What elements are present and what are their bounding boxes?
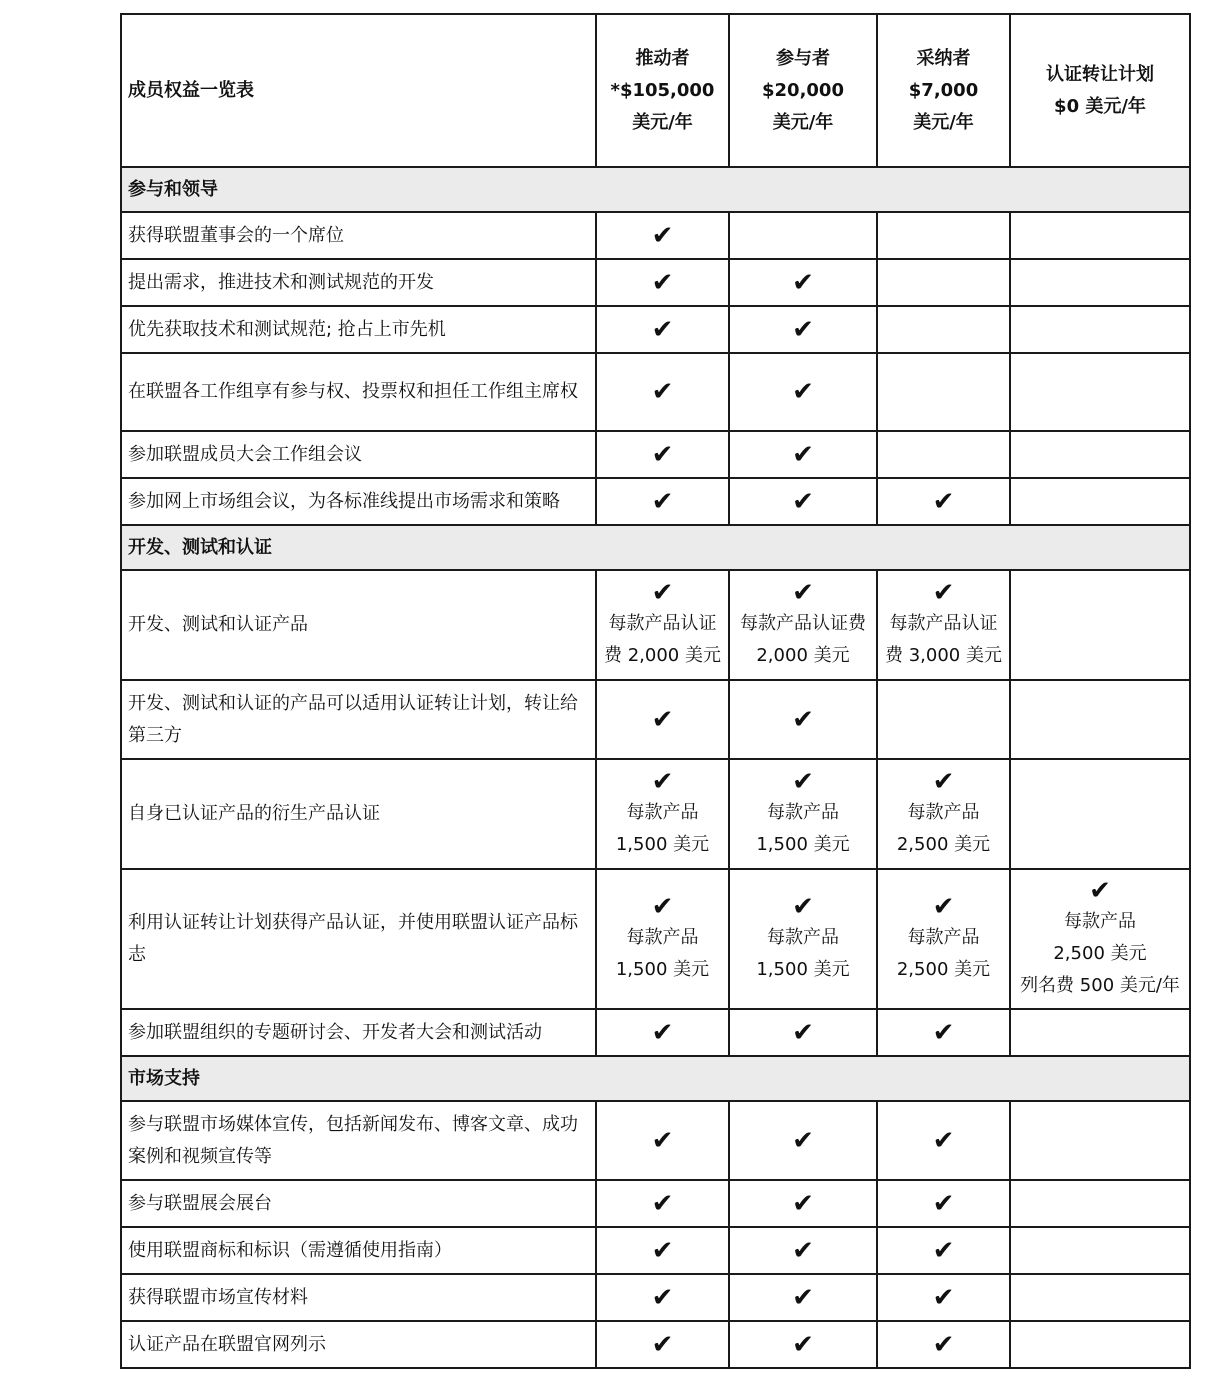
benefit-row — [121, 570, 1190, 680]
table-title: 成员权益一览表 — [121, 14, 596, 167]
section-title: 参与和领导 — [121, 167, 1190, 212]
checkmark-icon: ✔ — [651, 1125, 674, 1156]
fee-note: 每款产品 — [907, 927, 980, 948]
membership-benefits-table — [120, 13, 1191, 1369]
benefit-cell — [877, 1227, 1010, 1274]
benefit-cell — [1010, 680, 1190, 759]
benefit-cell — [729, 759, 877, 869]
tier-price: $20,000 — [762, 79, 844, 101]
benefit-cell — [596, 570, 729, 680]
section-header-row — [121, 1056, 1190, 1101]
benefit-row — [121, 1227, 1190, 1274]
benefit-cell — [1010, 1009, 1190, 1056]
checkmark-icon: ✔ — [651, 267, 674, 298]
benefit-cell — [729, 259, 877, 306]
checkmark-icon: ✔ — [792, 892, 814, 922]
section-title: 开发、测试和认证 — [121, 525, 1190, 570]
benefit-cell — [729, 1180, 877, 1227]
benefit-cell — [596, 680, 729, 759]
benefit-row — [121, 1009, 1190, 1056]
tier-name: 采纳者 — [916, 47, 971, 69]
fee-note: 每款产品 — [907, 802, 980, 823]
section-title: 市场支持 — [121, 1056, 1190, 1101]
benefit-cell — [1010, 259, 1190, 306]
benefit-label: 开发、测试和认证产品 — [121, 570, 596, 680]
benefit-row — [121, 759, 1190, 869]
benefit-cell — [1010, 1227, 1190, 1274]
checkmark-icon: ✔ — [932, 767, 955, 797]
benefit-cell — [1010, 570, 1190, 680]
benefit-cell — [877, 1101, 1010, 1180]
benefit-cell — [596, 1101, 729, 1180]
table-header-row — [121, 14, 1190, 167]
benefit-label: 利用认证转让计划获得产品认证，并使用联盟认证产品标志 — [121, 869, 596, 1009]
checkmark-icon: ✔ — [932, 1188, 955, 1219]
tier-name: 参与者 — [776, 47, 830, 69]
benefit-row — [121, 212, 1190, 259]
checkmark-icon: ✔ — [792, 704, 814, 735]
benefit-label: 参与联盟市场媒体宣传，包括新闻发布、博客文章、成功案例和视频宣传等 — [121, 1101, 596, 1180]
fee-note: 每款产品 — [767, 802, 839, 823]
checkmark-icon: ✔ — [932, 486, 955, 517]
benefit-cell — [877, 1009, 1010, 1056]
benefit-cell — [877, 431, 1010, 478]
tier-header-contributor — [729, 14, 877, 167]
benefit-cell — [1010, 431, 1190, 478]
checkmark-icon: ✔ — [792, 314, 814, 345]
benefit-label: 使用联盟商标和标识（需遵循使用指南） — [121, 1227, 596, 1274]
benefit-cell — [596, 353, 729, 431]
benefit-label: 参加网上市场组会议，为各标准线提出市场需求和策略 — [121, 478, 596, 525]
benefit-cell — [729, 869, 877, 1009]
benefit-cell — [877, 353, 1010, 431]
benefit-cell — [1010, 1274, 1190, 1321]
benefit-cell — [877, 259, 1010, 306]
benefit-cell — [596, 1180, 729, 1227]
checkmark-icon: ✔ — [651, 314, 674, 345]
benefit-cell — [1010, 1180, 1190, 1227]
benefit-cell — [877, 1274, 1010, 1321]
benefit-cell — [729, 1274, 877, 1321]
checkmark-icon: ✔ — [932, 1282, 955, 1313]
benefit-cell — [877, 1321, 1010, 1368]
benefit-cell — [1010, 869, 1190, 1009]
tier-price: $7,000 — [908, 79, 979, 101]
checkmark-icon: ✔ — [651, 439, 674, 470]
section-header-row — [121, 525, 1190, 570]
benefit-cell — [596, 869, 729, 1009]
fee-note: 费 3,000 美元 — [885, 645, 1002, 666]
tier-header-adopter — [877, 14, 1010, 167]
fee-note: 每款产品认证 — [608, 613, 717, 634]
checkmark-icon: ✔ — [651, 892, 674, 922]
benefit-cell — [596, 478, 729, 525]
benefit-cell — [729, 431, 877, 478]
fee-note: 1,500 美元 — [756, 959, 850, 980]
benefit-cell — [596, 759, 729, 869]
benefit-label: 在联盟各工作组享有参与权、投票权和担任工作组主席权 — [121, 353, 596, 431]
benefit-cell — [1010, 1101, 1190, 1180]
fee-note: 列名费 500 美元/年 — [1020, 975, 1180, 996]
benefit-cell — [877, 570, 1010, 680]
benefit-cell — [729, 680, 877, 759]
checkmark-icon: ✔ — [792, 1188, 814, 1219]
benefit-cell — [1010, 478, 1190, 525]
benefit-cell — [877, 212, 1010, 259]
benefit-cell — [1010, 212, 1190, 259]
benefit-cell — [596, 1321, 729, 1368]
checkmark-icon: ✔ — [651, 1329, 674, 1360]
benefit-cell — [596, 306, 729, 353]
benefit-cell — [1010, 1321, 1190, 1368]
benefit-cell — [1010, 306, 1190, 353]
benefit-row — [121, 259, 1190, 306]
checkmark-icon: ✔ — [932, 1235, 955, 1266]
fee-note: 1,500 美元 — [615, 834, 710, 855]
benefit-row — [121, 353, 1190, 431]
checkmark-icon: ✔ — [792, 1125, 814, 1156]
checkmark-icon: ✔ — [651, 767, 674, 797]
checkmark-icon: ✔ — [651, 1188, 674, 1219]
benefit-label: 提出需求，推进技术和测试规范的开发 — [121, 259, 596, 306]
tier-price: *$105,000 — [610, 79, 715, 101]
fee-note: 每款产品认证 — [889, 613, 998, 634]
checkmark-icon: ✔ — [932, 1329, 955, 1360]
benefit-cell — [1010, 759, 1190, 869]
benefit-cell — [729, 353, 877, 431]
benefit-cell — [729, 1321, 877, 1368]
benefit-label: 参加联盟组织的专题研讨会、开发者大会和测试活动 — [121, 1009, 596, 1056]
checkmark-icon: ✔ — [651, 377, 674, 407]
fee-note: 1,500 美元 — [756, 834, 850, 855]
tier-unit: 美元/年 — [772, 111, 834, 133]
checkmark-icon: ✔ — [792, 267, 814, 298]
benefit-cell — [596, 431, 729, 478]
benefit-label: 自身已认证产品的衍生产品认证 — [121, 759, 596, 869]
benefit-cell — [596, 1009, 729, 1056]
checkmark-icon: ✔ — [651, 1235, 674, 1266]
tier-price: $0 美元/年 — [1054, 95, 1146, 117]
checkmark-icon: ✔ — [792, 1282, 814, 1313]
checkmark-icon: ✔ — [792, 1017, 814, 1048]
benefit-cell — [596, 1227, 729, 1274]
fee-note: 每款产品 — [626, 802, 699, 823]
benefit-cell — [729, 570, 877, 680]
checkmark-icon: ✔ — [792, 578, 814, 608]
fee-note: 每款产品 — [626, 927, 699, 948]
tier-unit: 美元/年 — [913, 111, 974, 133]
checkmark-icon: ✔ — [932, 1017, 955, 1048]
benefit-label: 参与联盟展会展台 — [121, 1180, 596, 1227]
checkmark-icon: ✔ — [792, 377, 814, 407]
benefit-cell — [729, 1101, 877, 1180]
benefit-label: 优先获取技术和测试规范; 抢占上市先机 — [121, 306, 596, 353]
fee-note: 每款产品 — [1064, 911, 1136, 932]
section-header-row — [121, 167, 1190, 212]
checkmark-icon: ✔ — [651, 486, 674, 517]
benefit-cell — [729, 478, 877, 525]
tier-unit: 美元/年 — [632, 111, 693, 133]
benefit-row — [121, 1180, 1190, 1227]
fee-note: 2,500 美元 — [1053, 943, 1147, 964]
checkmark-icon: ✔ — [651, 1282, 674, 1313]
tier-name: 推动者 — [635, 47, 690, 69]
benefit-label: 参加联盟成员大会工作组会议 — [121, 431, 596, 478]
checkmark-icon: ✔ — [792, 1235, 814, 1266]
benefit-row — [121, 1101, 1190, 1180]
benefit-cell — [596, 212, 729, 259]
checkmark-icon: ✔ — [651, 704, 674, 735]
benefit-cell — [729, 306, 877, 353]
checkmark-icon: ✔ — [932, 892, 955, 922]
benefit-label: 获得联盟市场宣传材料 — [121, 1274, 596, 1321]
benefit-cell — [596, 1274, 729, 1321]
checkmark-icon: ✔ — [932, 578, 955, 608]
tier-header-promoter — [596, 14, 729, 167]
benefit-row — [121, 431, 1190, 478]
benefit-label: 开发、测试和认证的产品可以适用认证转让计划，转让给第三方 — [121, 680, 596, 759]
benefit-cell — [877, 680, 1010, 759]
checkmark-icon: ✔ — [1089, 876, 1111, 906]
checkmark-icon: ✔ — [651, 1017, 674, 1048]
checkmark-icon: ✔ — [651, 578, 674, 608]
benefit-cell — [596, 259, 729, 306]
benefit-cell — [729, 1227, 877, 1274]
checkmark-icon: ✔ — [792, 1329, 814, 1360]
fee-note: 2,500 美元 — [896, 834, 991, 855]
tier-name: 认证转让计划 — [1046, 63, 1154, 85]
checkmark-icon: ✔ — [651, 220, 674, 251]
checkmark-icon: ✔ — [792, 439, 814, 470]
benefit-row — [121, 306, 1190, 353]
benefit-cell — [877, 306, 1010, 353]
benefit-cell — [877, 869, 1010, 1009]
benefit-cell — [729, 1009, 877, 1056]
benefit-row — [121, 869, 1190, 1009]
benefit-label: 获得联盟董事会的一个席位 — [121, 212, 596, 259]
fee-note: 每款产品 — [767, 927, 839, 948]
benefit-cell — [1010, 353, 1190, 431]
checkmark-icon: ✔ — [792, 767, 814, 797]
benefits-table-body — [121, 14, 1190, 1368]
fee-note: 2,500 美元 — [896, 959, 991, 980]
benefit-row — [121, 478, 1190, 525]
benefit-cell — [877, 478, 1010, 525]
checkmark-icon: ✔ — [932, 1125, 955, 1156]
benefit-cell — [877, 759, 1010, 869]
fee-note: 每款产品认证费 — [740, 613, 866, 634]
tier-header-transfer-program — [1010, 14, 1190, 167]
fee-note: 费 2,000 美元 — [604, 645, 721, 666]
benefit-row — [121, 1274, 1190, 1321]
benefit-row — [121, 1321, 1190, 1368]
benefit-cell — [729, 212, 877, 259]
benefit-row — [121, 680, 1190, 759]
fee-note: 1,500 美元 — [615, 959, 710, 980]
fee-note: 2,000 美元 — [756, 645, 850, 666]
benefit-label: 认证产品在联盟官网列示 — [121, 1321, 596, 1368]
benefit-cell — [877, 1180, 1010, 1227]
checkmark-icon: ✔ — [792, 486, 814, 517]
